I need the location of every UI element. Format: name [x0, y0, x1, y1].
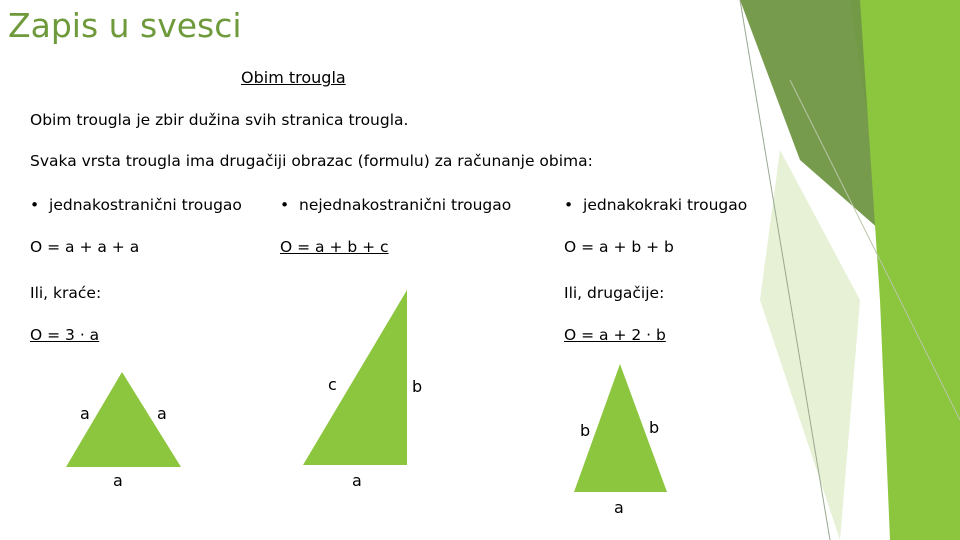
alt-formula-isosceles: O = a + 2 · b [564, 326, 666, 344]
side-label: b [649, 418, 660, 437]
side-label: c [328, 375, 337, 394]
bullet-icon: • [30, 196, 40, 214]
page-title: Zapis u svesci [8, 6, 242, 45]
side-label: a [113, 471, 123, 490]
type-name: jednakokraki trougao [583, 196, 748, 214]
scalene-triangle [303, 290, 407, 465]
side-label: a [80, 404, 90, 423]
side-label: a [157, 404, 167, 423]
types-intro-text: Svaka vrsta trougla ima drugačiji obrazac (formulu) za računanje obima: [30, 152, 593, 170]
section-heading: Obim trougla [241, 68, 346, 87]
bullet-icon: • [564, 196, 574, 214]
type-name: jednakostranični trougao [49, 196, 242, 214]
formula-equilateral: O = a + a + a [30, 238, 140, 256]
type-name: nejednakostranični trougao [299, 196, 512, 214]
formula-isosceles: O = a + b + b [564, 238, 674, 256]
side-label: a [614, 498, 624, 517]
intro-text: Obim trougla je zbir dužina svih stranica trougla. [30, 111, 409, 129]
bullet-icon: • [280, 196, 290, 214]
side-label: b [412, 377, 423, 396]
alt-label-isosceles: Ili, drugačije: [564, 284, 665, 302]
alt-formula-equilateral: O = 3 · a [30, 326, 100, 344]
side-label: a [352, 471, 362, 490]
formula-scalene: O = a + b + c [280, 238, 389, 256]
side-label: b [580, 421, 591, 440]
alt-label-equilateral: Ili, kraće: [30, 284, 102, 302]
